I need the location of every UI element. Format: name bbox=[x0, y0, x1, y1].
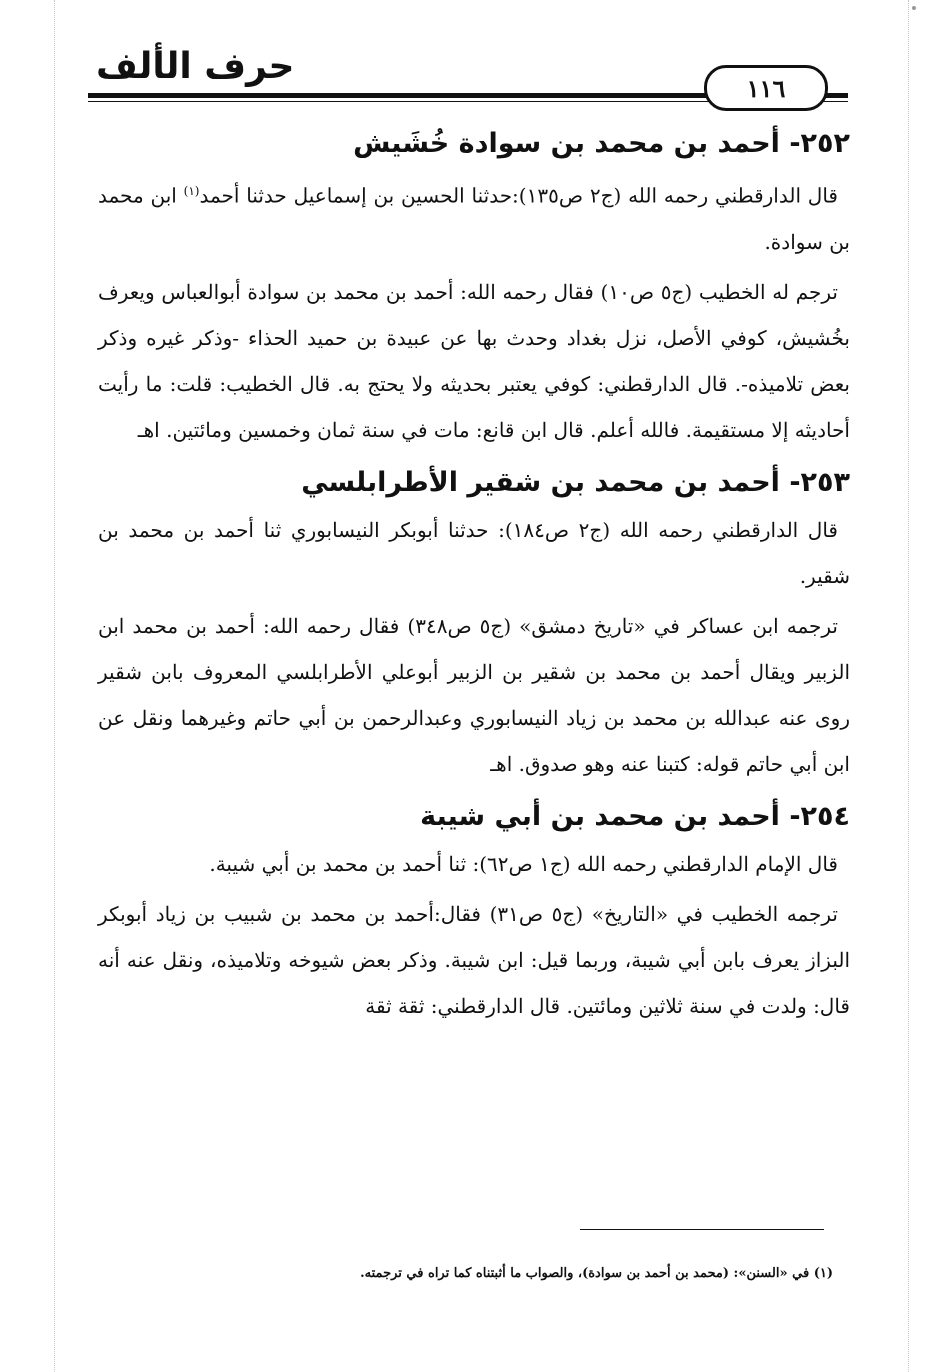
scan-guide-line-left bbox=[54, 0, 55, 1372]
footnote-separator bbox=[580, 1229, 824, 1230]
footnote-reference: (١) bbox=[183, 184, 200, 198]
entry-paragraph: ترجمه الخطيب في «التاريخ» (ج٥ ص٣١) فقال:أحمد بن محمد بن شبيب بن زياد أبوبكر البزاز يعرف بابن أبي شيبة، وربما قيل: ابن شيبة. وذكر بعض شيوخه وتلاميذه، ونقل عنه أنه قال: ولدت في سنة ثلاثين ومائتين. قال الدارقطني: ثقة ثقة bbox=[98, 901, 850, 1018]
entry-paragraph: ترجمه ابن عساكر في «تاريخ دمشق» (ج٥ ص٣٤٨) فقال رحمه الله: أحمد بن محمد ابن الزبير ويقال أحمد بن محمد بن شقير بن الزبير أبوعلي الأطرابلسي المعروف بابن شقير روى عنه عبدالله بن محمد بن زياد النيسابوري وعبدالرحمن بن أبي حاتم وغيرهما ونقل عن ابن أبي حاتم قوله: كتبنا عنه وهو صدوق. اهـ bbox=[98, 613, 850, 776]
scan-guide-line-right bbox=[908, 0, 909, 1372]
page-number: ١١٦ bbox=[704, 65, 828, 111]
entry-paragraph bbox=[98, 168, 850, 265]
entry-heading: ٢٥٣- أحمد بن محمد بن شقير الأطرابلسي bbox=[301, 466, 850, 498]
paragraph-text: قال الدارقطني رحمه الله (ج٢ ص١٣٥):حدثنا الحسين بن إسماعيل حدثنا أحمد bbox=[199, 183, 838, 208]
page-body bbox=[98, 118, 850, 1033]
entry-paragraph: ترجم له الخطيب (ج٥ ص١٠) فقال رحمه الله: أحمد بن محمد بن سوادة أبوالعباس ويعرف بخُشيش، كوفي الأصل، نزل بغداد وحدث بها عن عبيدة بن حميد الحذاء -وذكر غيره وذكر بعض تلاميذه-. قال الدارقطني: كوفي يعتبر بحديثه ولا يحتج به. قال الخطيب: قلت: ما رأيت أحاديثه إلا مستقيمة. فالله أعلم. قال ابن قانع: مات في سنة ثمان وخمسين ومائتين. اهـ bbox=[98, 279, 850, 442]
scan-speck bbox=[912, 6, 916, 10]
section-title: حرف الألف bbox=[96, 46, 295, 87]
entry-paragraph: قال الإمام الدارقطني رحمه الله (ج١ ص٦٢): ثنا أحمد بن محمد بن أبي شيبة. bbox=[209, 851, 838, 876]
entry-heading: ٢٥٢- أحمد بن محمد بن سوادة خُشَيش bbox=[353, 128, 850, 159]
paragraph-text-continued: ابن محمد بن سوادة. bbox=[98, 183, 850, 254]
entry-heading: ٢٥٤- أحمد بن محمد بن أبي شيبة bbox=[420, 800, 850, 832]
footnote: (١) في «السنن»: (محمد بن أحمد بن سوادة)، والصواب ما أثبتناه كما تراه في ترجمته. bbox=[360, 1266, 833, 1281]
entry-paragraph: قال الدارقطني رحمه الله (ج٢ ص١٨٤): حدثنا أبوبكر النيسابوري ثنا أحمد بن محمد بن شقير. bbox=[98, 517, 850, 588]
